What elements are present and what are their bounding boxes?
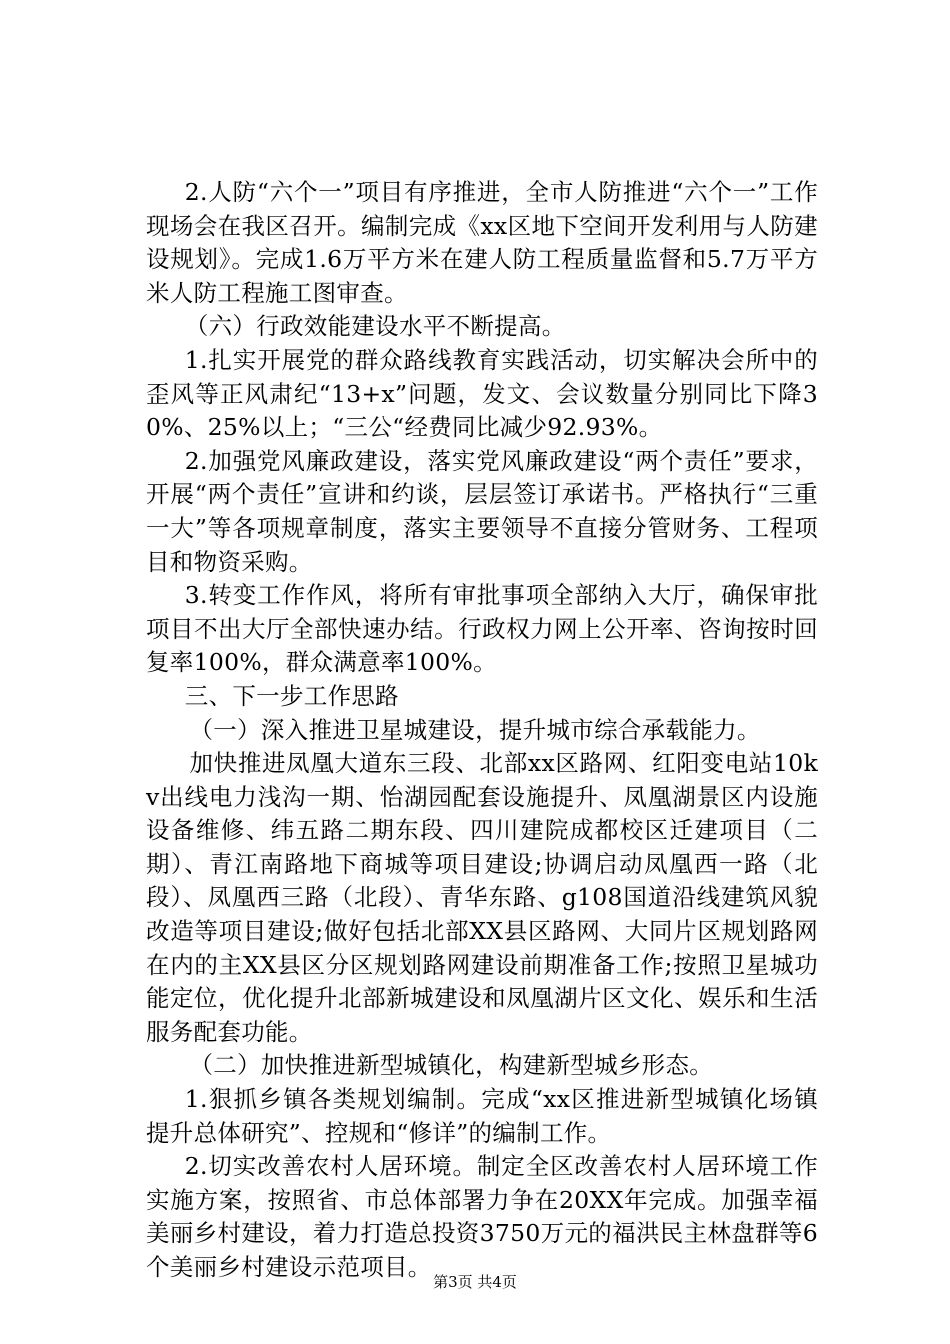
paragraph-work-style: 3.转变工作作风，将所有审批事项全部纳入大厅，确保审批项目不出大厅全部快速办结。行政权力网上公开率、咨询按时回复率100%，群众满意率100%。 (146, 581, 818, 677)
paragraph-party-integrity: 2.加强党风廉政建设，落实党风廉政建设“两个责任”要求，开展“两个责任”宣讲和约谈，层层签订承诺书。严格执行“三重一大”等各项规章制度，落实主要领导不直接分管财务、工程项目和物资采购。 (146, 446, 818, 576)
heading-satellite-city: （一）深入推进卫星城建设，提升城市综合承载能力。 (189, 715, 761, 744)
heading-next-steps: 三、下一步工作思路 (184, 681, 399, 710)
heading-administrative-efficiency: （六）行政效能建设水平不断提高。 (184, 312, 566, 341)
paragraph-mass-line-campaign: 1.扎实开展党的群众路线教育实践活动，切实解决会所中的歪风等正风肃纪“13+x”问题，发文、会议数量分别同比下降30%、25%以上；“三公“经费同比减少92.93%。 (146, 345, 818, 442)
paragraph-town-planning: 1.狠抓乡镇各类规划编制。完成“xx区推进新型城镇化场镇提升总体研究”、控规和“修详”的编制工作。 (146, 1085, 818, 1147)
paragraph-rural-environment: 2.切实改善农村人居环境。制定全区改善农村人居环境工作实施方案，按照省、市总体部署力争在20XX年完成。加强幸福美丽乡村建设，着力打造总投资3750万元的福洪民主林盘群等6个美丽乡村建设示范项目。 (146, 1152, 818, 1281)
page-number-footer: 第3页 共4页 (433, 1273, 517, 1291)
heading-new-urbanization: （二）加快推进新型城镇化，构建新型城乡形态。 (189, 1051, 714, 1080)
document-body (146, 176, 818, 1285)
paragraph-project-construction: 加快推进凤凰大道东三段、北部xx区路网、红阳变电站10kv出线电力浅沟一期、怡湖园配套设施提升、凤凰湖景区内设施设备维修、纬五路二期东段、四川建院成都校区迁建项目（二期）、青江南路地下商城等项目建设;协调启动凤凰西一路（北段）、凤凰西三路（北段）、青华东路、g108国道沿线建筑风貌改造等项目建设;做好包括北部XX县区路网、大同片区规划路网在内的主XX县区分区规划路网建设前期准备工作;按照卫星城功能定位，优化提升北部新城建设和凤凰湖片区文化、娱乐和生活服务配套功能。 (146, 749, 818, 1046)
paragraph-civil-defense: 2.人防“六个一”项目有序推进，全市人防推进“六个一”工作现场会在我区召开。编制完成《xx区地下空间开发利用与人防建设规划》。完成1.6万平方米在建人防工程质量监督和5.7万平方米人防工程施工图审查。 (146, 178, 818, 307)
